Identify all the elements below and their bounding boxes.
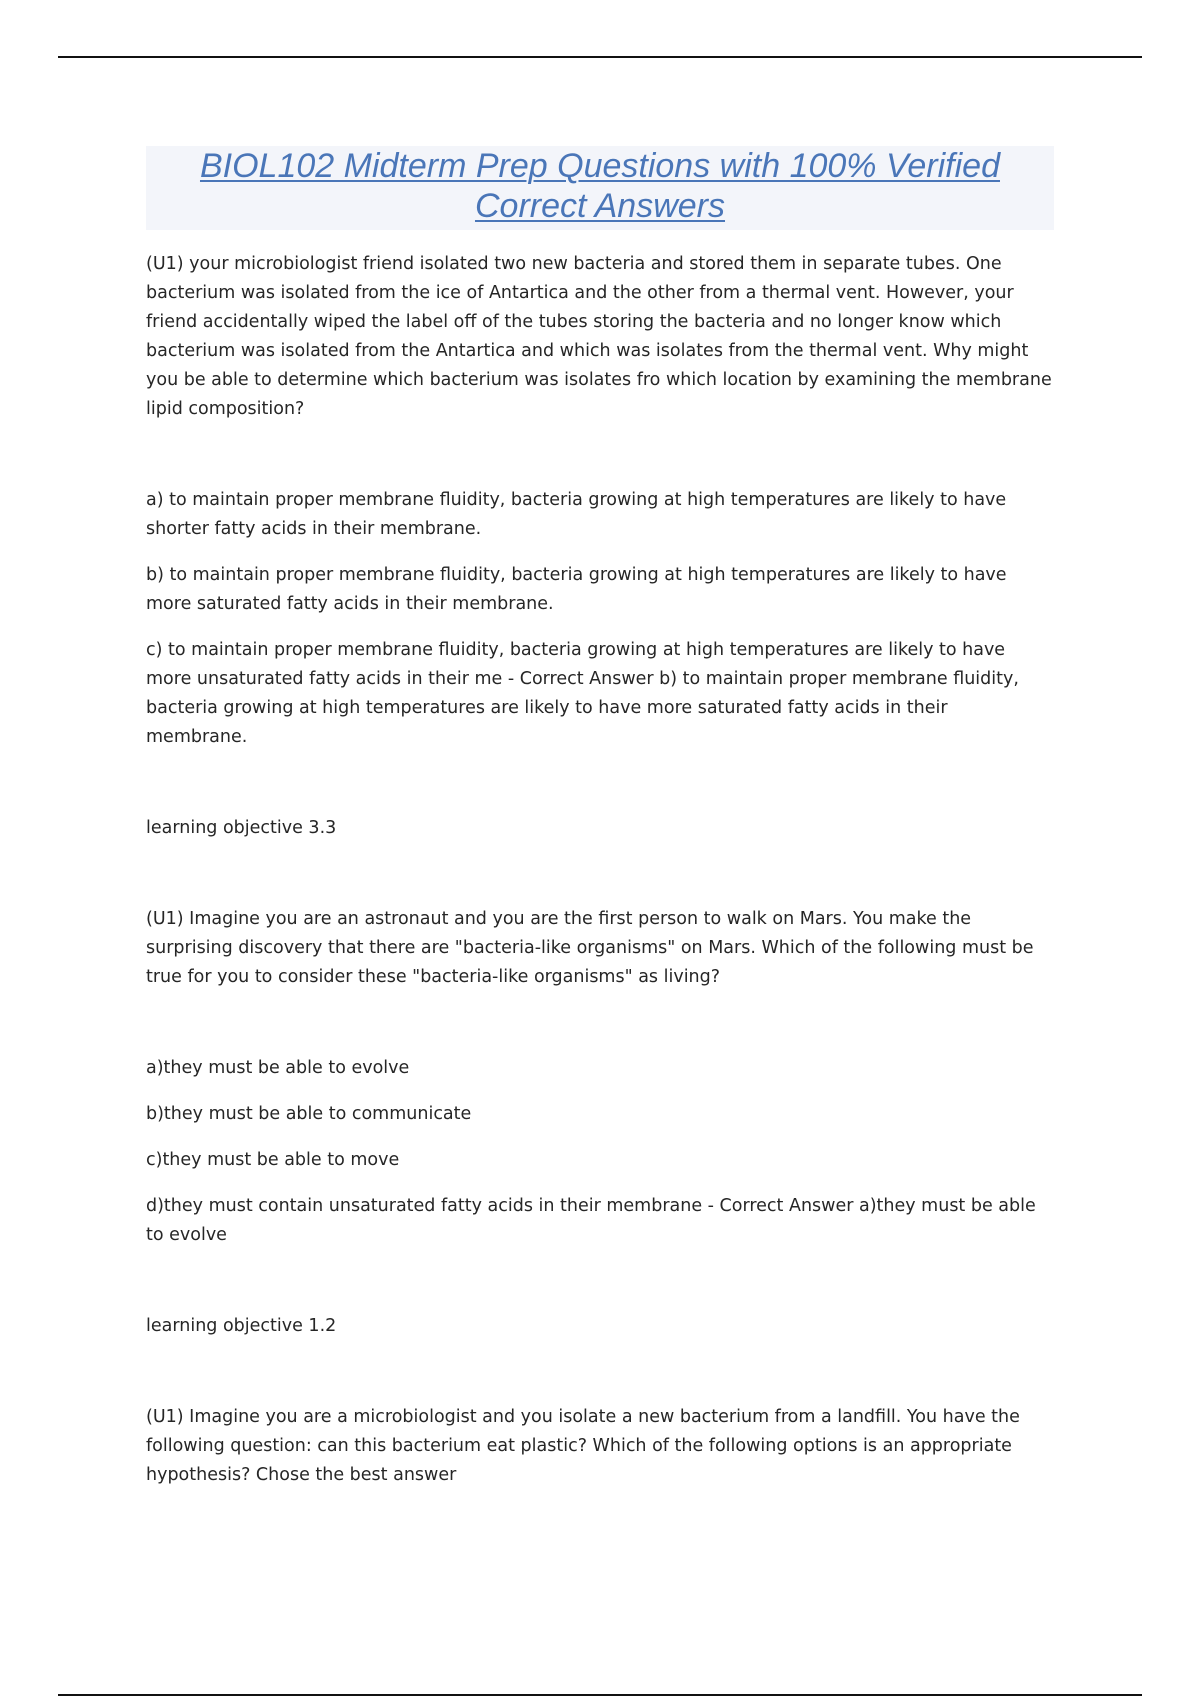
document-content bbox=[146, 250, 1054, 1490]
title-block bbox=[146, 146, 1054, 230]
question-2-text: (U1) Imagine you are an astronaut and you are the first person to walk on Mars. You make the surprising discovery that there are "bacteria-like organisms" on Mars. Which of the following must be true for you to consider these "bacteria-like organisms" as living? bbox=[146, 909, 1034, 987]
question-1-option-c-answer: c) to maintain proper membrane fluidity, bacteria growing at high temperatures are likely to have more unsaturated fatty acids in their me - Correct Answer b) to maintain proper membrane fluidity, bacteria growing at high temperatures are likely to have more saturated fatty acids in their membrane. bbox=[146, 640, 1019, 747]
question-2-option-d-answer: d)they must contain unsaturated fatty acids in their membrane - Correct Answer a)they must be able to evolve bbox=[146, 1196, 1036, 1245]
question-2-option-c: c)they must be able to move bbox=[146, 1150, 400, 1170]
header-rule bbox=[58, 56, 1142, 58]
document-title-line-2: Correct Answers bbox=[474, 187, 726, 225]
learning-objective-2: learning objective 1.2 bbox=[146, 1316, 337, 1336]
document-page bbox=[146, 146, 1054, 1490]
document-title-line-1: BIOL102 Midterm Prep Questions with 100% Verified bbox=[199, 147, 1000, 185]
question-1-option-b: b) to maintain proper membrane fluidity, bacteria growing at high temperatures are likely to have more saturated fatty acids in their membrane. bbox=[146, 565, 1007, 614]
question-3-text: (U1) Imagine you are a microbiologist and you isolate a new bacterium from a landfill. You have the following question: can this bacterium eat plastic? Which of the following options is an appropriate hypothesis? Chose the best answer bbox=[146, 1407, 1020, 1485]
question-1-option-a: a) to maintain proper membrane fluidity, bacteria growing at high temperatures are likely to have shorter fatty acids in their membrane. bbox=[146, 490, 1007, 539]
question-2-option-b: b)they must be able to communicate bbox=[146, 1104, 472, 1124]
question-2-option-a: a)they must be able to evolve bbox=[146, 1058, 410, 1078]
learning-objective-1: learning objective 3.3 bbox=[146, 818, 337, 838]
footer-rule bbox=[58, 1694, 1142, 1696]
question-1-text: (U1) your microbiologist friend isolated two new bacteria and stored them in separate tubes. One bacterium was isolated from the ice of Antartica and the other from a thermal vent. However, your friend accidentally wiped the label off of the tubes storing the bacteria and no longer know which bacterium was isolated from the Antartica and which was isolates from the thermal vent. Why might you be able to determine which bacterium was isolates fro which location by examining the membrane lipid composition? bbox=[146, 254, 1052, 419]
